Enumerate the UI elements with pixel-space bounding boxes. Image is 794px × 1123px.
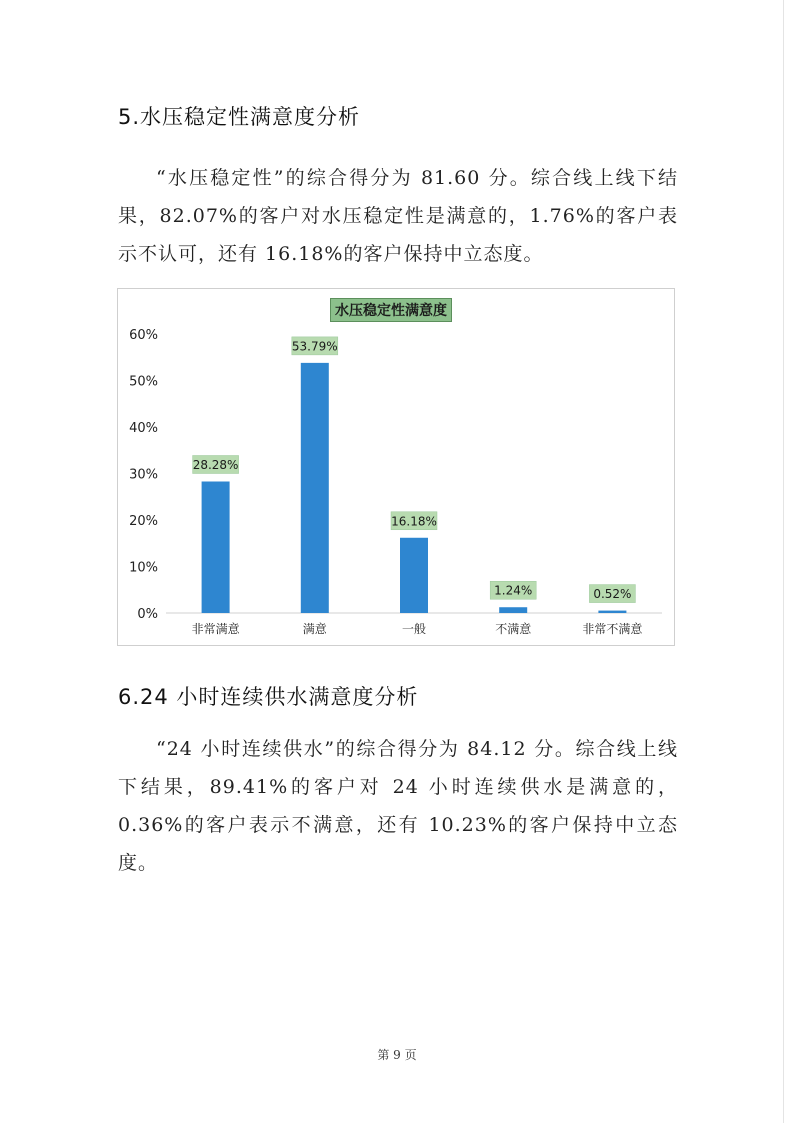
y-tick-label: 50% — [129, 374, 158, 390]
bar-5 — [598, 611, 626, 613]
data-label: 16.18% — [391, 514, 437, 529]
category-label: 一般 — [401, 622, 427, 636]
section-paragraph-water-pressure: “水压稳定性”的综合得分为 81.60 分。综合线上线下结果，82.07%的客户对水压稳定性是满意的，1.76%的客户表示不认可，还有 16.18%的客户保持中立态度。 — [118, 167, 678, 265]
bar-3 — [400, 538, 428, 613]
water-pressure-chart — [117, 288, 675, 646]
bar-2 — [301, 363, 329, 613]
chart-title: 水压稳定性满意度 — [330, 298, 452, 322]
category-label: 满意 — [302, 622, 327, 636]
y-tick-label: 60% — [129, 328, 158, 343]
y-tick-label: 10% — [129, 560, 158, 576]
section-heading-water-pressure: 5.水压稳定性满意度分析 — [118, 105, 361, 129]
y-tick-label: 0% — [137, 607, 158, 622]
data-label: 0.52% — [593, 587, 632, 602]
bar-chart-svg — [118, 289, 674, 645]
scan-edge-divider — [783, 0, 784, 1123]
section-heading-continuous-supply: 6.24 小时连续供水满意度分析 — [118, 685, 419, 709]
y-tick-label: 30% — [129, 467, 158, 483]
data-label: 53.79% — [291, 339, 338, 354]
category-label: 不满意 — [495, 622, 532, 636]
y-tick-label: 40% — [129, 421, 158, 436]
category-label: 非常不满意 — [582, 622, 643, 636]
bar-4 — [499, 607, 527, 613]
data-label: 28.28% — [192, 457, 239, 472]
bar-1 — [202, 481, 230, 613]
y-tick-label: 20% — [129, 514, 158, 529]
data-label: 1.24% — [494, 583, 533, 598]
page-number: 第 9 页 — [377, 1048, 417, 1062]
section-paragraph-continuous-supply: “24 小时连续供水”的综合得分为 84.12 分。综合线上线下结果，89.41%的客户对 24 小时连续供水是满意的，0.36%的客户表示不满意，还有 10.23%的客户保持中立态度。 — [118, 738, 678, 874]
category-label: 非常满意 — [191, 622, 240, 636]
